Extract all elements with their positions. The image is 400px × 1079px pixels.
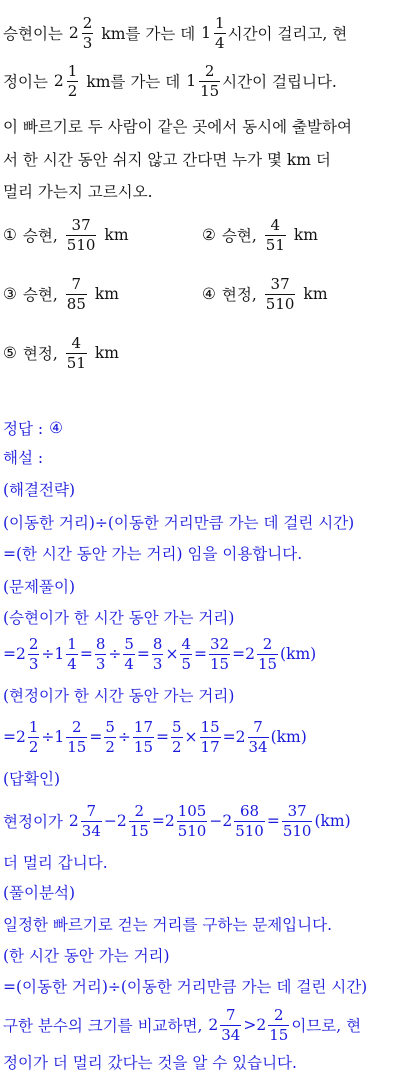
option-3[interactable]: ③ 승현, $\frac{7}{85}$ km [3, 274, 119, 313]
problem-line-3: 이 빠르기로 두 사람이 같은 곳에서 동시에 출발하여 [3, 118, 352, 136]
problem-text: 시간이 걸립니다. [222, 73, 337, 91]
problem-text: km를 가는 데 [101, 25, 196, 43]
problem-text: 승현이는 [3, 25, 63, 43]
problem-line-2 [3, 54, 397, 108]
problem-line-5: 멀리 가는지 고르시오. [3, 183, 153, 201]
problem-text: 시간이 걸리고, 현 [227, 25, 348, 43]
option-2[interactable]: ② 승현, $\frac{4}{51}$ km [202, 215, 318, 254]
problem-line-4: 서 한 시간 동안 쉬지 않고 간다면 누가 몇 km 더 [3, 151, 331, 169]
analysis-line-4: 구한 분수의 크기를 비교하면, 2 $\frac{7}{34}$ >2 $\frac{2}{15}$ 이므로, 현 [3, 1005, 362, 1044]
check-conclusion: 더 멀리 갑니다. [3, 854, 108, 872]
option-5[interactable]: ⑤ 현정, $\frac{4}{51}$ km [3, 333, 119, 372]
strategy-line-2: =(한 시간 동안 가는 거리) 임을 이용합니다. [3, 545, 303, 563]
analysis-line-3: =(이동한 거리)÷(이동한 거리만큼 가는 데 걸린 시간) [3, 978, 368, 996]
heading-check: (답확인) [3, 770, 61, 788]
option-1[interactable]: ① 승현, $\frac{37}{510}$ km [3, 215, 129, 254]
heading-strategy: (해결전략) [3, 481, 75, 499]
mixed-fraction: 2 $\frac{1}{2}$ [53, 61, 78, 100]
heading-solution: (문제풀이) [3, 578, 75, 596]
mixed-fraction: 1 $\frac{2}{15}$ [186, 61, 220, 100]
hyeonjeong-title: (현정이가 한 시간 동안 가는 거리) [3, 687, 235, 705]
check-equation: 현정이가 2 $\frac{7}{34}$ −2 $\frac{2}{15}$ =2 $\frac{105}{510}$ −2 $\frac{68}{510}$ = $\frac{37}{510}$ (km) [3, 801, 351, 840]
analysis-line-5: 정이가 더 멀리 갔다는 것을 알 수 있습니다. [3, 1054, 297, 1072]
heading-analysis: (풀이분석) [3, 884, 75, 902]
problem-line-1 [3, 6, 397, 60]
answer: 정답 : ④ [3, 419, 64, 438]
option-4[interactable]: ④ 현정, $\frac{37}{510}$ km [202, 274, 328, 313]
explanation-label: 해설 : [3, 449, 44, 467]
problem-text: 정이는 [3, 73, 48, 91]
mixed-fraction: 1 $\frac{1}{4}$ [201, 13, 225, 52]
seunghyeon-title: (승현이가 한 시간 동안 가는 거리) [3, 609, 235, 627]
problem-text: km를 가는 데 [86, 73, 181, 91]
analysis-line-2: (한 시간 동안 가는 거리) [3, 947, 170, 965]
analysis-line-1: 일정한 빠르기로 걷는 거리를 구하는 문제입니다. [3, 916, 333, 934]
strategy-line-1: (이동한 거리)÷(이동한 거리만큼 가는 데 걸린 시간) [3, 514, 355, 532]
hyeonjeong-equation: =2 $\frac{1}{2}$ ÷1 $\frac{2}{15}$ = $\frac{5}{2}$ ÷ $\frac{17}{15}$ = $\frac{5}{2}$ × $\frac{15}{17}$ =2 $\frac{7}{34}$ (km) [3, 717, 307, 756]
mixed-fraction: 2 $\frac{2}{3}$ [68, 13, 93, 52]
seunghyeon-equation: =2 $\frac{2}{3}$ ÷1 $\frac{1}{4}$ = $\frac{8}{3}$ ÷ $\frac{5}{4}$ = $\frac{8}{3}$ × $\frac{4}{5}$ = $\frac{32}{15}$ =2 $\frac{2}{15}$ (km) [3, 634, 317, 673]
